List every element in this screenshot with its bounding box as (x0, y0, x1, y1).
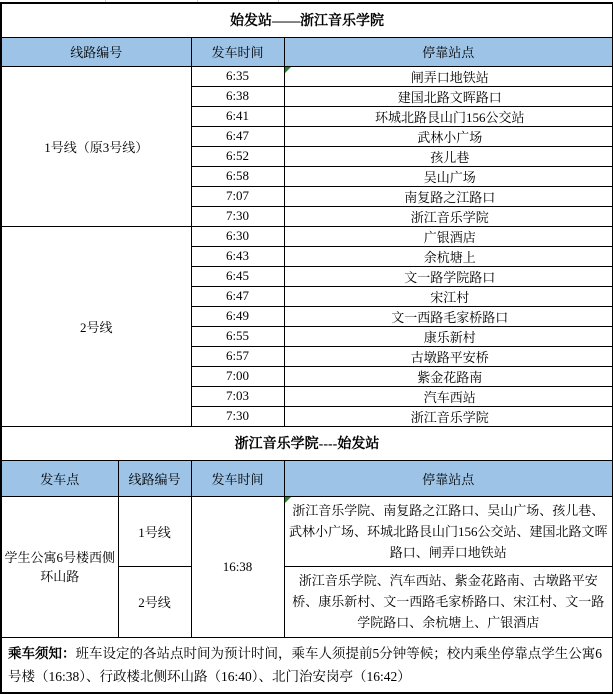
notice-label: 乘车须知： (8, 645, 76, 661)
route-name-cell: 1号线（原3号线） (1, 66, 191, 226)
stop-cell: 环城北路艮山门156公交站 (284, 106, 613, 126)
time-cell: 6:55 (191, 326, 284, 346)
shuttle-bus-schedule-table (0, 2, 613, 694)
column-header-stops: 停靠站点 (284, 460, 613, 496)
time-cell: 7:03 (191, 386, 284, 406)
time-cell: 16:38 (191, 496, 284, 637)
time-cell: 6:45 (191, 266, 284, 286)
stop-cell: 康乐新村 (284, 326, 613, 346)
stop-cell: 闸弄口地铁站 (284, 66, 613, 86)
route-name-cell: 2号线 (1, 226, 191, 426)
stop-cell: 广银酒店 (284, 226, 613, 246)
time-cell: 6:47 (191, 286, 284, 306)
column-header-line-number: 线路编号 (118, 460, 191, 496)
stop-cell: 余杭塘上 (284, 246, 613, 266)
time-cell: 7:00 (191, 366, 284, 386)
time-cell: 6:57 (191, 346, 284, 366)
notice-text: 班车设定的各站点时间为预计时间，乘车人须提前5分钟等候；校内乘坐停靠点学生公寓6号楼（16:38）、行政楼北侧环山路（16:40）、北门治安岗亭（16:42） (8, 645, 602, 684)
time-cell: 6:47 (191, 126, 284, 146)
stop-cell: 武林小广场 (284, 126, 613, 146)
section1-title-row (1, 3, 613, 37)
table-row (1, 226, 613, 246)
notice-cell (1, 637, 613, 693)
stop-cell: 建国北路文晖路口 (284, 86, 613, 106)
stop-cell: 吴山广场 (284, 166, 613, 186)
column-header-stops: 停靠站点 (284, 37, 613, 66)
stops-list-cell: 浙江音乐学院、南复路之江路口、吴山广场、孩儿巷、武林小广场、环城北路艮山门156公交站、建国北路文晖路口、闸弄口地铁站 (284, 496, 613, 566)
stop-cell: 南复路之江路口 (284, 186, 613, 206)
table-row (1, 66, 613, 86)
stop-cell: 孩儿巷 (284, 146, 613, 166)
stop-cell: 浙江音乐学院 (284, 206, 613, 226)
stop-cell: 汽车西站 (284, 386, 613, 406)
time-cell: 6:49 (191, 306, 284, 326)
time-cell: 6:41 (191, 106, 284, 126)
section2-title: 浙江音乐学院----始发站 (1, 426, 613, 460)
stop-cell: 浙江音乐学院 (284, 406, 613, 426)
time-cell: 6:35 (191, 66, 284, 86)
column-header-departure-time: 发车时间 (191, 37, 284, 66)
time-cell: 6:52 (191, 146, 284, 166)
departure-point-cell: 学生公寓6号楼西侧环山路 (1, 496, 118, 637)
time-cell: 7:30 (191, 206, 284, 226)
section2-header-row (1, 460, 613, 496)
time-cell: 6:58 (191, 166, 284, 186)
column-header-departure-point: 发车点 (1, 460, 118, 496)
column-header-departure-time: 发车时间 (191, 460, 284, 496)
time-cell: 7:07 (191, 186, 284, 206)
stop-cell: 文一路学院路口 (284, 266, 613, 286)
stop-cell: 古墩路平安桥 (284, 346, 613, 366)
bus-schedule-sheet (0, 2, 613, 694)
stop-cell: 文一西路毛家桥路口 (284, 306, 613, 326)
stops-list-cell: 浙江音乐学院、汽车西站、紫金花路南、古墩路平安桥、康乐新村、文一西路毛家桥路口、宋江村、文一路学院路口、余杭塘上、广银酒店 (284, 566, 613, 637)
time-cell: 7:30 (191, 406, 284, 426)
table-row (1, 496, 613, 566)
column-header-line-number: 线路编号 (1, 37, 191, 66)
route-name-cell: 2号线 (118, 566, 191, 637)
time-cell: 6:43 (191, 246, 284, 266)
stop-cell: 紫金花路南 (284, 366, 613, 386)
stop-cell: 宋江村 (284, 286, 613, 306)
section1-title: 始发站——浙江音乐学院 (1, 3, 613, 37)
time-cell: 6:30 (191, 226, 284, 246)
section2-title-row (1, 426, 613, 460)
time-cell: 6:38 (191, 86, 284, 106)
route-name-cell: 1号线 (118, 496, 191, 566)
section1-header-row (1, 37, 613, 66)
notice-row (1, 637, 613, 693)
